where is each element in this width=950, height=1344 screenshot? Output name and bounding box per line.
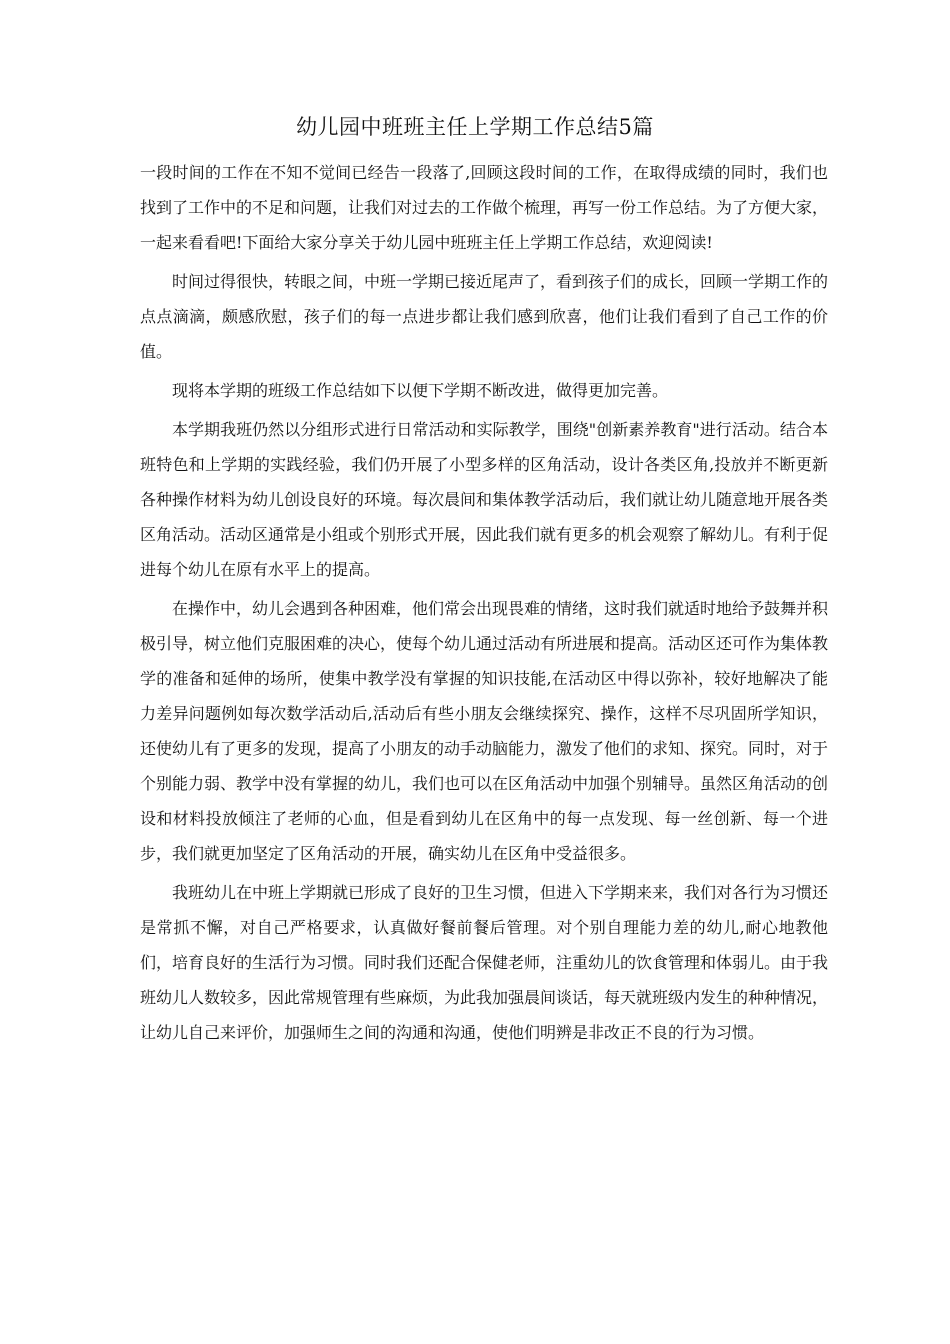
document-body	[140, 155, 828, 1054]
paragraph-1: 时间过得很快，转眼之间，中班一学期已接近尾声了，看到孩子们的成长，回顾一学期工作的点点滴滴，颇感欣慰，孩子们的每一点进步都让我们感到欣喜，他们让我们看到了自己工作的价值。	[140, 272, 829, 361]
paragraph-5: 我班幼儿在中班上学期就已形成了良好的卫生习惯，但进入下学期来来，我们对各行为习惯还是常抓不懈，对自己严格要求，认真做好餐前餐后管理。对个别自理能力差的幼儿,耐心地教他们，培育良好的生活行为习惯。同时我们还配合保健老师，注重幼儿的饮食管理和体弱儿。由于我班幼儿人数较多，因此常规管理有些麻烦，为此我加强晨间谈话，每天就班级内发生的种种情况，让幼儿自己来评价，加强师生之间的沟通和沟通，使他们明辨是非改正不良的行为习惯。	[140, 883, 829, 1042]
paragraph-intro: 一段时间的工作在不知不觉间已经告一段落了,回顾这段时间的工作，在取得成绩的同时，我们也找到了工作中的不足和问题，让我们对过去的工作做个梳理，再写一份工作总结。为了方便大家，一起来看看吧!下面给大家分享关于幼儿园中班班主任上学期工作总结，欢迎阅读!	[140, 163, 829, 252]
document-title: 幼儿园中班班主任上学期工作总结5篇	[296, 115, 654, 139]
paragraph-4: 在操作中，幼儿会遇到各种困难，他们常会出现畏难的情绪，这时我们就适时地给予鼓舞并积极引导，树立他们克服困难的决心，使每个幼儿通过活动有所进展和提高。活动区还可作为集体教学的准备和延伸的场所，使集中教学没有掌握的知识技能,在活动区中得以弥补，较好地解决了能力差异问题例如每次数学活动后,活动后有些小朋友会继续探究、操作，这样不尽巩固所学知识，还使幼儿有了更多的发现，提高了小朋友的动手动脑能力，激发了他们的求知、探究。同时，对于个别能力弱、教学中没有掌握的幼儿，我们也可以在区角活动中加强个别辅导。虽然区角活动的创设和材料投放倾注了老师的心血，但是看到幼儿在区角中的每一点发现、每一丝创新、每一个进步，我们就更加坚定了区角活动的开展，确实幼儿在区角中受益很多。	[140, 599, 829, 863]
paragraph-3: 本学期我班仍然以分组形式进行日常活动和实际教学，围绕"创新素养教育"进行活动。结合本班特色和上学期的实践经验，我们仍开展了小型多样的区角活动，设计各类区角,投放并不断更新各种操作材料为幼儿创设良好的环境。每次晨间和集体教学活动后，我们就让幼儿随意地开展各类区角活动。活动区通常是小组或个别形式开展，因此我们就有更多的机会观察了解幼儿。有利于促进每个幼儿在原有水平上的提高。	[140, 420, 829, 579]
paragraph-2: 现将本学期的班级工作总结如下以便下学期不断改进，做得更加完善。	[172, 381, 669, 400]
